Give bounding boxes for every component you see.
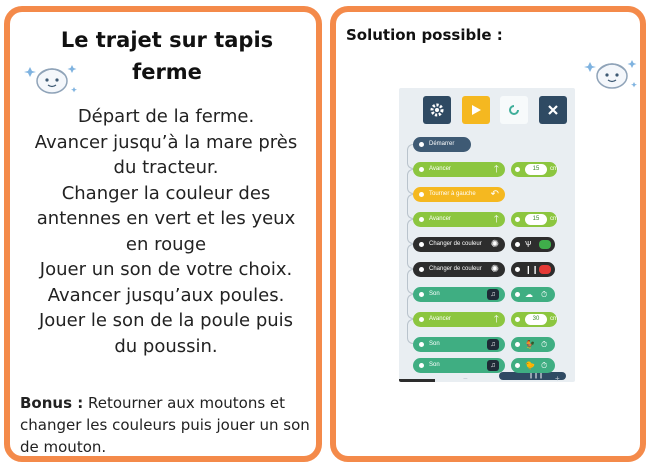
page-title: Le trajet sur tapis ferme — [60, 28, 274, 84]
block-label: Changer de couleur — [429, 241, 482, 247]
block-connector — [407, 294, 413, 319]
block-forward[interactable] — [413, 212, 505, 227]
antenna-icon: ✺ — [490, 239, 499, 250]
instruction-line: Avancer jusqu’aux poules. — [47, 284, 285, 306]
block-connector — [407, 269, 413, 294]
distance-param[interactable] — [511, 212, 557, 227]
eyes-icon: ✺ — [490, 264, 499, 275]
eyes-icon: ❙❙ — [525, 265, 539, 274]
red-swatch[interactable] — [539, 265, 551, 274]
instruction-line: Départ de la ferme. — [77, 106, 255, 127]
instruction-line: du poussin. — [114, 335, 218, 357]
block-label: Démarrer — [429, 141, 455, 147]
close-icon — [547, 104, 559, 116]
block-forward[interactable] — [413, 162, 505, 177]
block-label: Changer de couleur — [429, 266, 482, 272]
block-change-color[interactable] — [413, 262, 505, 277]
play-button[interactable] — [462, 96, 490, 124]
sound-param[interactable] — [511, 358, 555, 373]
instructions-text — [20, 104, 312, 359]
block-sound[interactable] — [413, 337, 505, 352]
block-label: Avancer — [429, 166, 451, 172]
distance-unit: cm — [550, 216, 558, 222]
block-connector — [407, 169, 413, 194]
instructions-card — [4, 6, 322, 462]
block-label: Tourner à gauche — [429, 191, 476, 197]
block-forward[interactable] — [413, 312, 505, 327]
settings-button[interactable] — [423, 96, 451, 124]
chick-icon: 🐤 — [525, 361, 535, 370]
sheep-icon: ☁ — [525, 290, 533, 299]
block-sound[interactable] — [413, 287, 505, 302]
distance-param[interactable] — [511, 162, 557, 177]
arrow-up-icon: 🡑 — [493, 164, 499, 175]
block-connector — [407, 219, 413, 244]
block-label: Avancer — [429, 216, 451, 222]
zoom-in-icon[interactable]: + — [555, 374, 560, 382]
timer-icon: ⏱ — [541, 290, 548, 299]
distance-value[interactable]: 15 — [525, 214, 547, 225]
play-icon — [470, 104, 482, 116]
bonus-body: Retourner aux moutons et changer les couleurs puis jouer un son de mouton. — [20, 394, 310, 456]
gear-icon — [429, 102, 445, 118]
block-connector — [407, 244, 413, 269]
block-label: Son — [429, 291, 440, 297]
instruction-line: Jouer un son de votre choix. — [39, 259, 293, 280]
instruction-line: Avancer jusqu’à la mare près — [34, 131, 298, 153]
sound-param[interactable] — [511, 287, 555, 302]
instruction-line: du tracteur. — [113, 157, 219, 178]
color-param[interactable] — [511, 237, 555, 252]
instruction-line: Jouer le son de la poule puis — [38, 310, 294, 331]
turn-left-icon: ↶ — [490, 189, 499, 200]
block-turn-left[interactable] — [413, 187, 505, 202]
bonus-text — [20, 392, 316, 458]
instruction-line: en rouge — [125, 233, 207, 255]
chicken-icon: 🐓 — [525, 340, 535, 349]
sound-param[interactable] — [511, 337, 555, 352]
antenna-icon: Ѱ — [525, 240, 532, 249]
app-screenshot — [399, 88, 575, 382]
timer-icon: ⏱ — [541, 361, 548, 370]
block-start[interactable] — [413, 137, 471, 152]
arrow-up-icon: 🡑 — [493, 214, 499, 225]
block-sound[interactable] — [413, 358, 505, 373]
timer-icon: ⏱ — [541, 340, 548, 349]
distance-value[interactable]: 30 — [525, 314, 547, 325]
zoom-out-icon[interactable]: − — [463, 374, 468, 382]
distance-unit: cm — [550, 316, 558, 322]
close-button[interactable] — [539, 96, 567, 124]
music-note-icon: ♫ — [487, 360, 499, 371]
robot-mascot-icon — [584, 52, 640, 94]
scrollbar-thumb[interactable]: ❙❙❙ — [528, 373, 544, 379]
reset-button[interactable] — [500, 96, 528, 124]
distance-unit: cm — [550, 166, 558, 172]
block-connector — [407, 319, 413, 344]
distance-param[interactable] — [511, 312, 557, 327]
arrow-up-icon: 🡑 — [493, 314, 499, 325]
distance-value[interactable]: 15 — [525, 164, 547, 175]
bonus-label: Bonus : — [20, 394, 84, 412]
solution-card — [330, 6, 646, 462]
music-note-icon: ♫ — [487, 289, 499, 300]
green-swatch[interactable] — [539, 240, 551, 249]
block-label: Avancer — [429, 316, 451, 322]
block-connector — [407, 144, 413, 169]
color-param[interactable] — [511, 262, 555, 277]
refresh-icon — [507, 103, 521, 117]
solution-title: Solution possible : — [346, 26, 503, 44]
music-note-icon: ♫ — [487, 339, 499, 350]
progress-line — [399, 379, 435, 382]
instruction-line: Changer la couleur des — [61, 182, 271, 204]
instruction-line: antennes en vert et les yeux — [36, 208, 296, 229]
block-label: Son — [429, 341, 440, 347]
block-connector — [407, 194, 413, 219]
block-change-color[interactable] — [413, 237, 505, 252]
block-label: Son — [429, 362, 440, 368]
